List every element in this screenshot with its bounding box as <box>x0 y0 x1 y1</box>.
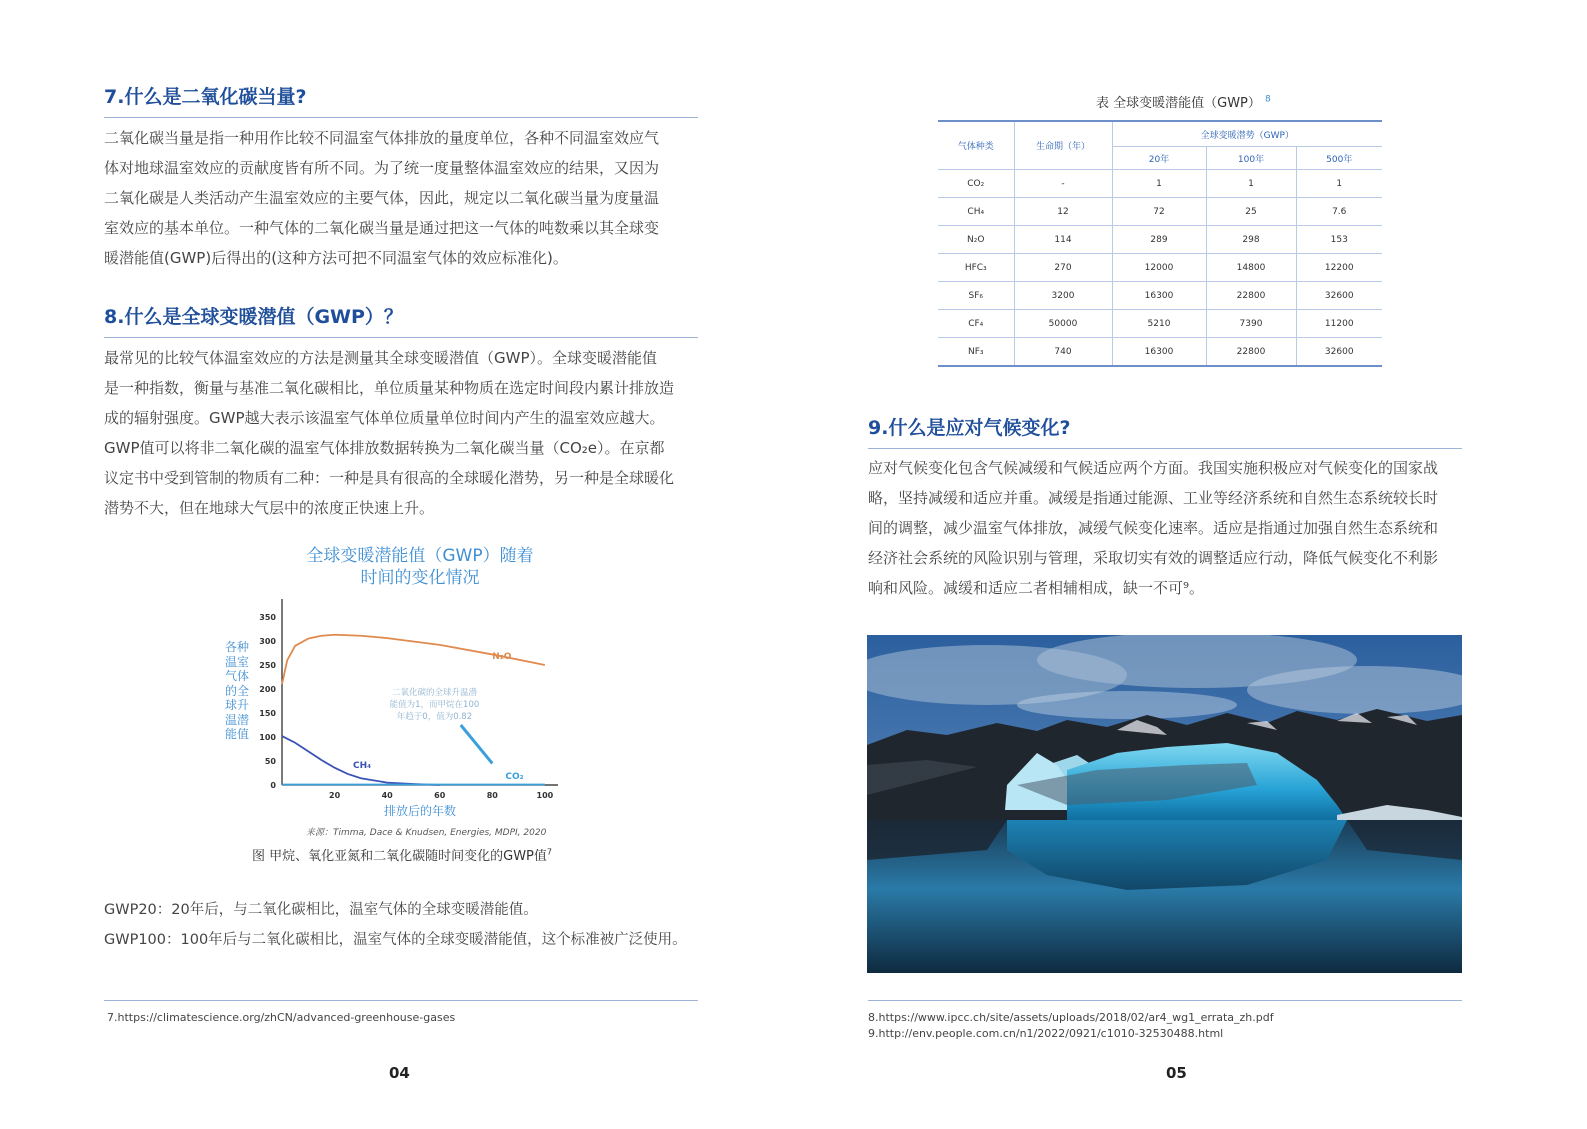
chart-xlabel: 排放后的年数 <box>383 804 457 818</box>
y-tick-label: 300 <box>259 637 276 646</box>
section9-heading: 9.什么是应对气候变化? <box>868 413 1462 449</box>
table-cell-life: 3200 <box>1014 282 1112 310</box>
series-label-ch4: CH₄ <box>352 761 372 772</box>
footnote-9: 9.http://env.people.com.cn/n1/2022/0921/c1010-32530488.html <box>868 1027 1224 1040</box>
section7-line: 二氧化碳是人类活动产生温室效应的主要气体，因此，规定以二氧化碳当量为度量温 <box>104 189 660 207</box>
table-cell-v20: 12000 <box>1112 254 1206 282</box>
table-caption-text: 表 全球变暖潜能值（GWP） <box>1096 96 1261 111</box>
section8-line: 潜势不大，但在地球大气层中的浓度正快速上升。 <box>104 499 435 517</box>
col-gas-header: 气体种类 <box>938 121 1014 170</box>
table-cell-v100: 298 <box>1206 226 1296 254</box>
y-tick-label: 250 <box>259 661 276 670</box>
iceberg-photo <box>867 635 1462 973</box>
chart-title-line2: 时间的变化情况 <box>360 568 480 588</box>
table-row <box>938 170 1382 198</box>
table-cell-life: 12 <box>1014 198 1112 226</box>
table-cell-life: 740 <box>1014 338 1112 367</box>
page-number: 05 <box>1166 1064 1187 1082</box>
section8-line: 议定书中受到管制的物质有二种：一种是具有很高的全球暖化潜势，另一种是全球暖化 <box>104 469 675 487</box>
x-tick-label: 100 <box>536 791 554 800</box>
figure-caption-text: 图 甲烷、氧化亚氮和二氧化碳随时间变化的GWP值 <box>252 849 547 864</box>
table-cell-v20: 16300 <box>1112 282 1206 310</box>
col-100yr-header: 100年 <box>1206 147 1296 170</box>
section9-line: 经济社会系统的风险识别与管理，采取切实有效的调整适应行动，降低气候变化不利影 <box>868 549 1439 567</box>
section8-body <box>104 343 698 523</box>
table-cell-v100: 22800 <box>1206 282 1296 310</box>
x-tick-label: 40 <box>381 791 393 800</box>
footnote-divider <box>868 1000 1462 1001</box>
table-cell-v20: 72 <box>1112 198 1206 226</box>
table-cell-v20: 289 <box>1112 226 1206 254</box>
table-cell-v20: 16300 <box>1112 338 1206 367</box>
chart-source: 来源：Timma, Dace & Knudsen, Energies, MDPI, 2020 <box>306 828 547 838</box>
gwp20-note: GWP20：20年后，与二氧化碳相比，温室气体的全球变暖潜能值。 <box>104 902 538 918</box>
section7-line: 暖潜能值(GWP)后得出的(这种方法可把不同温室气体的效应标准化)。 <box>104 249 568 267</box>
table-cell-life: 50000 <box>1014 310 1112 338</box>
section9-line: 应对气候变化包含气候减缓和气候适应两个方面。我国实施积极应对气候变化的国家战 <box>868 459 1439 477</box>
section7-line: 二氧化碳当量是指一种用作比较不同温室气体排放的量度单位，各种不同温室效应气 <box>104 129 660 147</box>
x-tick-label: 60 <box>434 791 446 800</box>
table-cell-v100: 1 <box>1206 170 1296 198</box>
footnote-7: 7.https://climatescience.org/zhCN/advanced-greenhouse-gases <box>107 1011 456 1024</box>
chart-plot <box>210 545 600 825</box>
figure-caption <box>252 845 552 864</box>
table-cell-gas: CF₄ <box>938 310 1014 338</box>
y-tick-label: 50 <box>264 757 276 766</box>
table-cell-life: 270 <box>1014 254 1112 282</box>
section7-heading: 7.什么是二氧化碳当量? <box>104 82 698 118</box>
table-row <box>938 338 1382 367</box>
section8-line: GWP值可以将非二氧化碳的温室气体排放数据转换为二氧化碳当量（CO₂e）。在京都 <box>104 439 665 457</box>
annotation-text: 年趋于0，值为0.82 <box>396 712 473 723</box>
figure-caption-ref: 7 <box>546 847 552 857</box>
gwp100-note: GWP100：100年后与二氧化碳相比，温室气体的全球变暖潜能值，这个标准被广泛使用。 <box>104 932 687 948</box>
table-cell-life: - <box>1014 170 1112 198</box>
section9-line: 响和风险。减缓和适应二者相辅相成，缺一不可⁹。 <box>868 579 1205 597</box>
section8-line: 是一种指数，衡量与基准二氧化碳相比，单位质量某种物质在选定时间段内累计排放造 <box>104 379 675 397</box>
table-cell-v100: 22800 <box>1206 338 1296 367</box>
series-label-co2: CO₂ <box>505 771 524 782</box>
table-cell-gas: CH₄ <box>938 198 1014 226</box>
col-500yr-header: 500年 <box>1296 147 1382 170</box>
table-cell-v500: 1 <box>1296 170 1382 198</box>
table-cell-gas: CO₂ <box>938 170 1014 198</box>
section7-line: 室效应的基本单位。一种气体的二氧化碳当量是通过把这一气体的吨数乘以其全球变 <box>104 219 660 237</box>
table-cell-v100: 25 <box>1206 198 1296 226</box>
table-cell-v20: 1 <box>1112 170 1206 198</box>
footnote-divider <box>104 1000 698 1001</box>
gwp-chart <box>210 545 600 865</box>
col-life-header: 生命期（年） <box>1014 121 1112 170</box>
col-20yr-header: 20年 <box>1112 147 1206 170</box>
table-row <box>938 310 1382 338</box>
section8-heading: 8.什么是全球变暖潜值（GWP）？ <box>104 302 698 338</box>
table-cell-v100: 7390 <box>1206 310 1296 338</box>
table-cell-v500: 32600 <box>1296 338 1382 367</box>
table-cell-gas: SF₆ <box>938 282 1014 310</box>
table-cell-gas: HFC₃ <box>938 254 1014 282</box>
table-row <box>938 282 1382 310</box>
y-tick-label: 350 <box>259 613 276 622</box>
table-cell-v500: 12200 <box>1296 254 1382 282</box>
x-tick-label: 80 <box>486 791 498 800</box>
page-number: 04 <box>389 1064 410 1082</box>
table-cell-v500: 153 <box>1296 226 1382 254</box>
table-cell-v20: 5210 <box>1112 310 1206 338</box>
table-cell-gas: N₂O <box>938 226 1014 254</box>
col-gwp-header: 全球变暖潜势（GWP） <box>1112 121 1382 147</box>
y-tick-label: 200 <box>259 685 276 694</box>
footnote-8: 8.https://www.ipcc.ch/site/assets/uploads/2018/02/ar4_wg1_errata_zh.pdf <box>868 1011 1274 1024</box>
chart-title-line1: 全球变暖潜能值（GWP）随着 <box>306 546 534 566</box>
table-row <box>938 198 1382 226</box>
section9-line: 间的调整，减少温室气体排放，减缓气候变化速率。适应是指通过加强自然生态系统和 <box>868 519 1439 537</box>
table-caption-ref: 8 <box>1265 94 1271 105</box>
table-caption <box>1096 92 1271 111</box>
section9-line: 略，坚持减缓和适应并重。减缓是指通过能源、工业等经济系统和自然生态系统较长时 <box>868 489 1439 507</box>
chart-ylabel: 各种温室气体的全球升温潜能值 <box>224 640 249 741</box>
table-cell-life: 114 <box>1014 226 1112 254</box>
section7-line: 体对地球温室效应的贡献度皆有所不同。为了统一度量整体温室效应的结果，又因为 <box>104 159 660 177</box>
gwp-table <box>938 120 1382 367</box>
annotation-text: 能值为1，而甲烷在100 <box>389 700 480 711</box>
y-tick-label: 0 <box>270 781 276 790</box>
table-row <box>938 226 1382 254</box>
table-row <box>938 254 1382 282</box>
section9-body <box>868 453 1462 603</box>
table-cell-v500: 32600 <box>1296 282 1382 310</box>
table-cell-v500: 7.6 <box>1296 198 1382 226</box>
y-tick-label: 100 <box>259 733 276 742</box>
section7-body <box>104 123 698 273</box>
series-label-n2o: N₂O <box>492 651 512 662</box>
y-tick-label: 150 <box>259 709 276 718</box>
section8-line: 成的辐射强度。GWP越大表示该温室气体单位质量单位时间内产生的温室效应越大。 <box>104 409 665 427</box>
section8-line: 最常见的比较气体温室效应的方法是测量其全球变暖潜值（GWP）。全球变暖潜能值 <box>104 349 658 367</box>
table-cell-v500: 11200 <box>1296 310 1382 338</box>
left-page <box>0 0 793 1129</box>
annotation-arrow <box>461 725 493 763</box>
right-page <box>793 0 1587 1129</box>
x-tick-label: 20 <box>329 791 341 800</box>
table-cell-gas: NF₃ <box>938 338 1014 367</box>
annotation-text: 二氧化碳的全球升温潜 <box>391 688 477 699</box>
table-cell-v100: 14800 <box>1206 254 1296 282</box>
